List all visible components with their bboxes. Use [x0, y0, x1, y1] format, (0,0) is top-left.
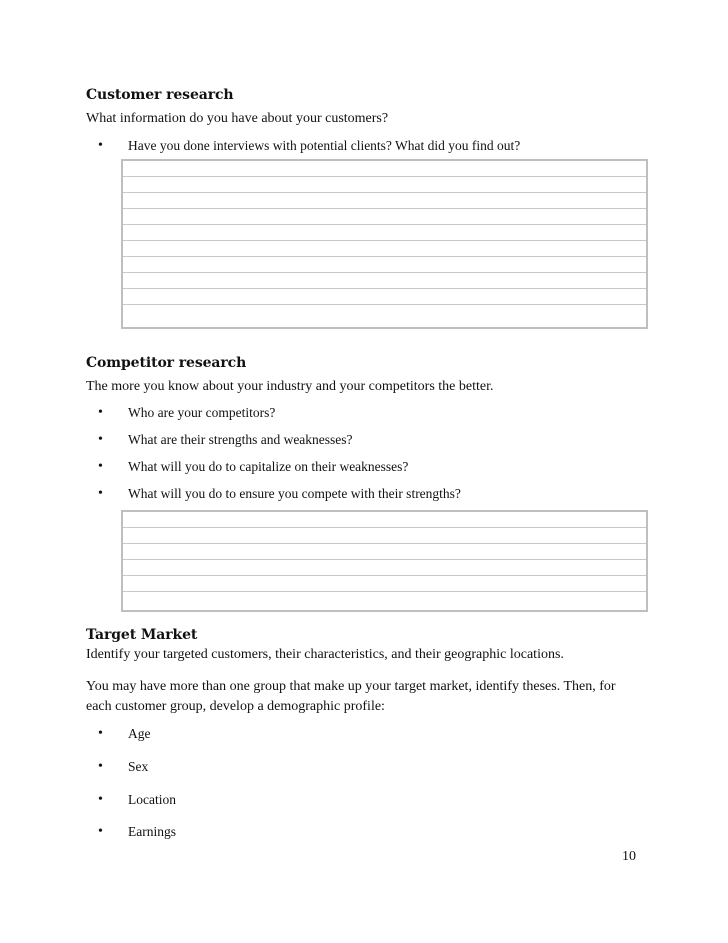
page-number: 10: [622, 849, 636, 864]
customer-research-section: [86, 86, 656, 129]
list-item: [86, 403, 656, 423]
competitor-research-intro: The more you know about your industry and your competitors the better.: [86, 379, 494, 394]
list-item-text: Sex: [128, 759, 149, 774]
target-market-bullets: [86, 724, 656, 842]
answer-line[interactable]: [123, 193, 646, 209]
list-item: [86, 822, 656, 842]
bullet-icon: •: [98, 486, 103, 501]
customer-research-answer-box[interactable]: [121, 159, 648, 329]
list-item-text: What will you do to ensure you compete with their strengths?: [128, 486, 461, 501]
list-item: [86, 136, 656, 156]
bullet-icon: •: [98, 824, 103, 839]
answer-line[interactable]: [123, 528, 646, 544]
list-item: [86, 457, 656, 477]
answer-line[interactable]: [123, 289, 646, 305]
target-market-intro: Identify your targeted customers, their characteristics, and their geographic locations.: [86, 647, 564, 662]
answer-line[interactable]: [123, 241, 646, 257]
answer-line[interactable]: [123, 225, 646, 241]
list-item-text: Have you done interviews with potential clients? What did you find out?: [128, 138, 521, 153]
list-item: [86, 484, 656, 504]
list-item: [86, 724, 656, 744]
customer-research-heading: Customer research: [86, 87, 234, 103]
answer-line[interactable]: [123, 177, 646, 193]
target-market-paragraph-line-1: You may have more than one group that make up your target market, identify theses. Then, for: [86, 679, 616, 694]
list-item: [86, 757, 656, 777]
answer-line[interactable]: [123, 161, 646, 177]
bullet-icon: •: [98, 792, 103, 807]
answer-line[interactable]: [123, 576, 646, 592]
answer-line[interactable]: [123, 512, 646, 528]
answer-line[interactable]: [123, 257, 646, 273]
list-item: [86, 430, 656, 450]
customer-research-bullets: [86, 136, 656, 156]
answer-line[interactable]: [123, 560, 646, 576]
list-item-text: Age: [128, 726, 151, 741]
answer-line[interactable]: [123, 209, 646, 225]
bullet-icon: •: [98, 726, 103, 741]
answer-line[interactable]: [123, 305, 646, 321]
customer-research-intro: What information do you have about your customers?: [86, 111, 389, 126]
target-market-heading: Target Market: [86, 627, 198, 643]
bullet-icon: •: [98, 138, 103, 153]
target-market-section: [86, 626, 656, 717]
competitor-research-answer-box[interactable]: [121, 510, 648, 612]
competitor-research-section: [86, 354, 656, 397]
list-item-text: What will you do to capitalize on their weaknesses?: [128, 459, 409, 474]
answer-line[interactable]: [123, 592, 646, 608]
answer-line[interactable]: [123, 544, 646, 560]
competitor-research-heading: Competitor research: [86, 355, 247, 371]
list-item-text: Who are your competitors?: [128, 405, 276, 420]
bullet-icon: •: [98, 432, 103, 447]
list-item: [86, 790, 656, 810]
answer-line[interactable]: [123, 273, 646, 289]
bullet-icon: •: [98, 759, 103, 774]
list-item-text: What are their strengths and weaknesses?: [128, 432, 353, 447]
competitor-research-bullets: [86, 403, 656, 504]
list-item-text: Location: [128, 792, 176, 807]
target-market-paragraph-line-2: each customer group, develop a demographic profile:: [86, 699, 385, 714]
list-item-text: Earnings: [128, 824, 176, 839]
bullet-icon: •: [98, 405, 103, 420]
bullet-icon: •: [98, 459, 103, 474]
